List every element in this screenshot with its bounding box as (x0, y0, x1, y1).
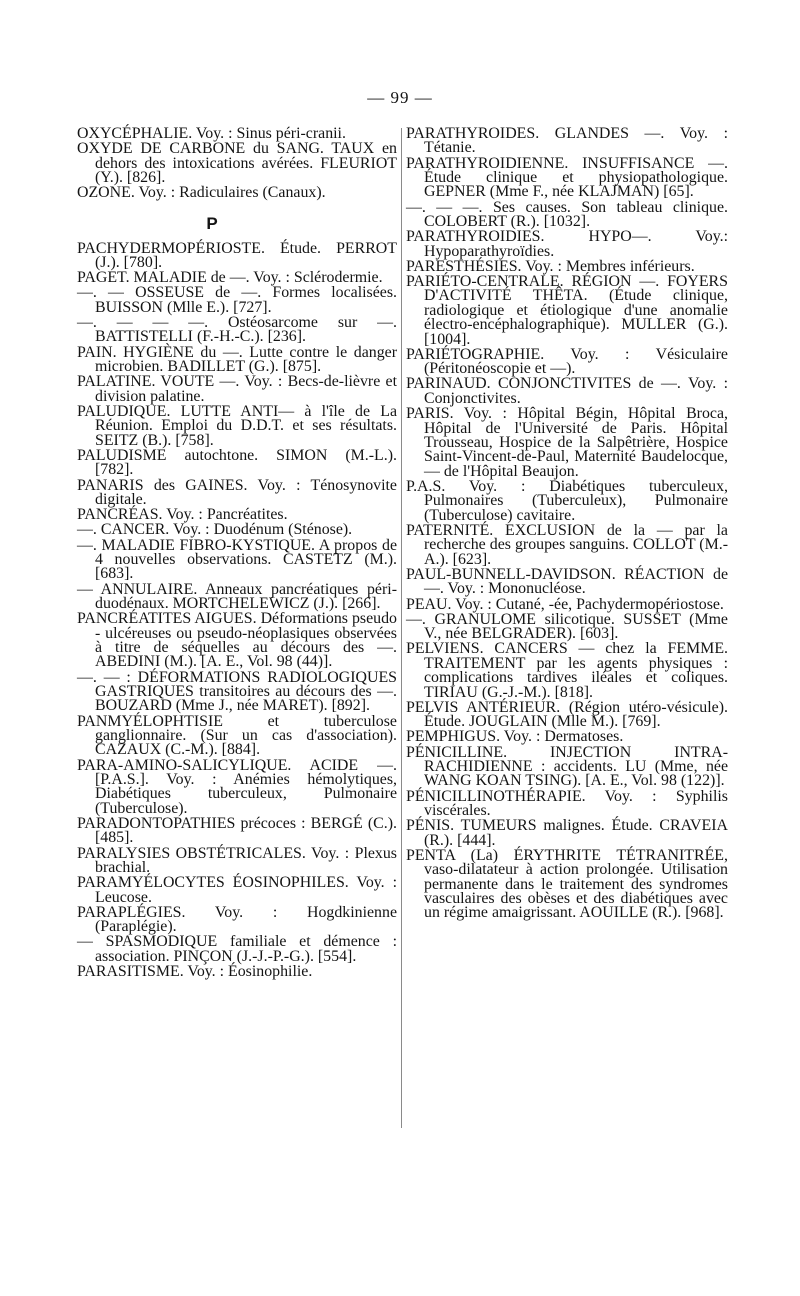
index-entry: — SPASMODIQUE familiale et démence : association. PINÇON (J.-J.-P.-G.). [554]. (77, 933, 397, 965)
index-entry: PARIÉTOGRAPHIE. Voy. : Vésiculaire (Péritonéoscopie et —). (406, 345, 728, 378)
index-entry: PARAMYÉLOCYTES ÉOSINOPHILES. Voy. : Leucose. (77, 874, 397, 906)
index-entry: PANMYÉLOPHTISIE et tuberculose ganglionnaire. (Sur un cas d'association). CAZAUX (C.-M.). [884]. (77, 712, 397, 759)
index-entry: —. — — —. Ostéosarcome sur —. BATTISTELLI (F.-H.-C.). [236]. (77, 314, 397, 346)
index-entry: —. — OSSEUSE de —. Formes localisées. BUISSON (Mlle E.). [727]. (77, 284, 397, 316)
index-entry: —. CANCER. Voy. : Duodénum (Sténose). (77, 521, 353, 539)
index-entry: PARATHYROIDIENNE. INSUFFISANCE —. Étude clinique et physiopathologique. GEPNER (Mme F., née KLAJMAN) [65]. (406, 154, 728, 201)
index-entry: PELVIS ANTÉRIEUR. (Région utéro-vésicule). Étude. JOUGLAIN (Mlle M.). [769]. (406, 698, 728, 731)
index-entry: PARASITISME. Voy. : Éosinophilie. (77, 963, 313, 981)
left-column (77, 127, 397, 980)
left-entries (77, 239, 397, 981)
index-entry: PALUDISME autochtone. SIMON (M.-L.). [782]. (77, 446, 397, 479)
index-entry: PARALYSIES OBSTÉTRICALES. Voy. : Plexus brachial. (77, 844, 397, 877)
left-pre-entries (77, 127, 397, 201)
index-entry: PELVIENS. CANCERS — chez la FEMME. TRAITEMENT par les agents physiques : complications tardives iléales et coliques. TIRIAU (G.-J.-M.). [818]. (406, 640, 728, 701)
index-entry: PENTA (La) ÉRYTHRITE TÉTRANITRÉE, vaso-dilatateur à action prolongée. Utilisation permanente dans le traitement des syndromes vasculaires des obèses et des diabétiques avec un régime amaigrissant. AOUILLE (R.). [968]. (406, 846, 728, 922)
index-entry: PARIS. Voy. : Hôpital Bégin, Hôpital Broca, Hôpital de l'Université de Paris. Hôpital Trousseau, Hospice de la Salpêtrière, Hospice Saint-Vincent-de-Paul, Maternité Baudelocque, — de l'Hôpital Beaujon. (406, 405, 728, 480)
index-entry: PEMPHIGUS. Voy. : Dermatoses. (406, 728, 624, 746)
index-entry: PANCRÉATITES AIGUES. Déformations pseudo - ulcéreuses ou pseudo-néoplasiques observées à titre de séquelles au décours des —. ABEDINI (M.). [A. E., Vol. 98 (44)]. (77, 610, 397, 671)
index-entry: —. — : DÉFORMATIONS RADIOLOGIQUES GASTRIQUES transitoires au décours des —. BOUZARD (Mme J., née MARET). [892]. (77, 668, 397, 715)
index-entry: PALUDIQUE. LUTTE ANTI— à l'île de La Réunion. Emploi du D.D.T. et ses résultats. SEITZ (B.). [758]. (77, 402, 397, 449)
index-entry: OXYDE DE CARBONE du SANG. TAUX en dehors des intoxications avérées. FLEURIOT (Y.). [826]. (77, 140, 397, 187)
index-entry: PACHYDERMOPÉRIOSTE. Étude. PERROT (J.). [780]. (77, 239, 397, 272)
index-entry: PAUL-BUNNELL-DAVIDSON. RÉACTION de —. Voy. : Mononucléose. (406, 565, 728, 598)
letter-heading: P (206, 213, 218, 233)
index-entry: PATERNITÉ. EXCLUSION de la — par la recherche des groupes sanguins. COLLOT (M.-A.). [623]. (406, 521, 728, 568)
index-entry: PARAPLÉGIES. Voy. : Hogdkinienne (Paraplégie). (77, 903, 397, 936)
index-entry: — ANNULAIRE. Anneaux pancréatiques péri-duodénaux. MORTCHELEWICZ (J.). [266]. (77, 580, 397, 612)
index-entry: PÉNIS. TUMEURS malignes. Étude. CRAVEIA (R.). [444]. (406, 817, 728, 849)
index-entry: PEAU. Voy. : Cutané, -ée, Pachydermopériostose. (406, 595, 724, 613)
index-entry: OZONE. Voy. : Radiculaires (Canaux). (77, 184, 326, 202)
index-entry: —. MALADIE FIBRO-KYSTIQUE. A propos de 4 nouvelles observations. CASTETZ (M.). [683]. (77, 536, 397, 583)
index-entry: PARATHYROIDES. GLANDES —. Voy. : Tétanie. (406, 125, 728, 157)
column-divider (401, 128, 402, 1128)
index-entry: PÉNICILLINOTHÉRAPIE. Voy. : Syphilis viscérales. (406, 787, 728, 820)
index-entry: —. GRANULOME silicotique. SUSSET (Mme V., née BELGRADER). [603]. (406, 610, 728, 643)
index-entry: PARESTHÉSIES. Voy. : Membres inférieurs. (406, 257, 695, 275)
index-entry: PALATINE. VOUTE —. Voy. : Becs-de-lièvre et division palatine. (77, 373, 397, 405)
right-column (406, 127, 728, 922)
index-entry: PAIN. HYGIÈNE du —. Lutte contre le danger microbien. BADILLET (G.). [875]. (77, 343, 397, 376)
index-entry: PANARIS des GAINES. Voy. : Ténosynovite digitale. (77, 476, 397, 508)
index-entry: PANCRÉAS. Voy. : Pancréatites. (77, 506, 288, 524)
index-entry: OXYCÉPHALIE. Voy. : Sinus péri-cranii. (77, 125, 346, 142)
index-entry: —. — —. Ses causes. Son tableau clinique. COLOBERT (R.). [1032]. (406, 198, 728, 231)
index-entry: PARINAUD. CONJONCTIVITES de —. Voy. : Conjonctivites. (406, 375, 728, 407)
index-entry: P.A.S. Voy. : Diabétiques tuberculeux, Pulmonaires (Tuberculeux), Pulmonaire (Tuberculose) cavitaire. (406, 477, 728, 524)
index-entry: PARIÉTO-CENTRALE. RÉGION —. FOYERS D'ACTIVITÉ THÊTA. (Étude clinique, radiologique et étiologique d'une anomalie électro-encéphalographique). MULLER (G.). [1004]. (406, 273, 728, 348)
index-entry: PARA-AMINO-SALICYLIQUE. ACIDE —. [P.A.S.]. Voy. : Anémies hémolytiques, Diabétiques tuberculeux, Pulmonaire (Tuberculose). (77, 756, 397, 817)
page-number: — 99 — (367, 88, 433, 107)
index-entry: PAGET. MALADIE de —. Voy. : Sclérodermie. (77, 269, 383, 287)
index-entry: PÉNICILLINE. INJECTION INTRA-RACHIDIENNE : accidents. LU (Mme, née WANG KOAN TSING). [A. E., Vol. 98 (122)]. (406, 743, 728, 790)
index-entry: PARATHYROIDIES. HYPO—. Voy.: Hypoparathyroïdies. (406, 228, 728, 260)
index-entry: PARADONTOPATHIES précoces : BERGÉ (C.). [485]. (77, 815, 397, 847)
